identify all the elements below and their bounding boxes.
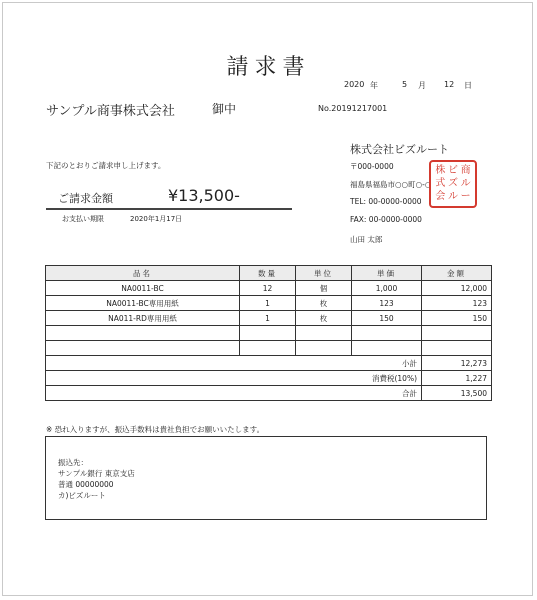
cell-unit-price: 150 (352, 311, 422, 326)
bank-info-box (45, 436, 487, 520)
issuer-fax: FAX: 00-0000-0000 (350, 215, 422, 224)
client-honorific: 御中 (212, 102, 237, 116)
seal-char: 式 (435, 177, 446, 189)
line-items-table (45, 265, 492, 401)
header-unit-price: 単価 (352, 266, 422, 281)
issuer-company: 株式会社ビズルート (350, 143, 449, 156)
cell-quantity (240, 341, 296, 356)
seal-char: ー (460, 190, 471, 202)
amount-value: ¥13,500- (168, 186, 240, 205)
cell-quantity: 12 (240, 281, 296, 296)
client-name: サンプル商事株式会社 (46, 104, 175, 119)
due-date-value: 2020年1月17日 (130, 215, 183, 223)
bank-label: 振込先： (58, 458, 88, 467)
cell-item-name (46, 326, 240, 341)
issuer-tel: TEL: 00-0000-0000 (350, 197, 422, 206)
issuer-person: 山田 太郎 (350, 235, 383, 244)
cell-unit-price (352, 326, 422, 341)
total-row (46, 386, 492, 401)
total-label: 合計 (46, 386, 422, 401)
issuer-postal: 〒000-0000 (350, 162, 394, 171)
header-item-name: 品名 (46, 266, 240, 281)
cell-amount: 123 (422, 296, 492, 311)
table-header-row (46, 266, 492, 281)
due-date-label: お支払い期限 (62, 215, 104, 223)
header-quantity: 数量 (240, 266, 296, 281)
cell-quantity: 1 (240, 311, 296, 326)
amount-underline (46, 208, 292, 210)
bank-account: 普通 00000000 (58, 480, 114, 489)
cell-unit-price (352, 341, 422, 356)
cell-unit: 枚 (296, 311, 352, 326)
cell-item-name: NA0011-BC (46, 281, 240, 296)
cell-unit: 個 (296, 281, 352, 296)
seal-char: ビ (447, 165, 458, 177)
company-seal-stamp (429, 160, 477, 208)
document-title: 請求書 (226, 55, 311, 80)
bank-holder: カ)ビズルート (58, 491, 106, 500)
date-month: 5 (402, 80, 408, 89)
date-month-unit: 月 (418, 81, 426, 90)
cell-unit: 枚 (296, 296, 352, 311)
cell-item-name: NA0011-BC専用用紙 (46, 296, 240, 311)
cell-amount: 12,000 (422, 281, 492, 296)
table-row (46, 341, 492, 356)
cell-unit (296, 341, 352, 356)
tax-label: 消費税(10%) (46, 371, 422, 386)
subtotal-label: 小計 (46, 356, 422, 371)
tax-row (46, 371, 492, 386)
cell-amount: 150 (422, 311, 492, 326)
transfer-fee-note: ※ 恐れ入りますが、振込手数料は貴社負担でお願いいたします。 (46, 425, 265, 434)
tax-value: 1,227 (422, 371, 492, 386)
cell-unit-price: 123 (352, 296, 422, 311)
date-day: 12 (444, 80, 455, 89)
intro-text: 下記のとおりご請求申し上げます。 (46, 161, 166, 170)
cell-quantity (240, 326, 296, 341)
date-day-unit: 日 (464, 81, 472, 90)
subtotal-value: 12,273 (422, 356, 492, 371)
seal-char: ル (447, 190, 458, 202)
seal-char: 商 (460, 165, 471, 177)
table-row (46, 296, 492, 311)
header-amount: 金額 (422, 266, 492, 281)
table-row (46, 326, 492, 341)
cell-amount (422, 326, 492, 341)
total-value: 13,500 (422, 386, 492, 401)
seal-char: 株 (435, 165, 446, 177)
seal-char: ル (460, 177, 471, 189)
issuer-address: 福島県福島市○○町○-○ (350, 180, 432, 189)
cell-item-name (46, 341, 240, 356)
seal-char: ズ (447, 177, 458, 189)
subtotal-row (46, 356, 492, 371)
date-year-unit: 年 (370, 81, 378, 90)
date-year: 2020 (344, 80, 365, 89)
bank-branch: サンプル銀行 東京支店 (58, 469, 135, 478)
cell-unit (296, 326, 352, 341)
header-unit: 単位 (296, 266, 352, 281)
cell-item-name: NA011-RD専用用紙 (46, 311, 240, 326)
amount-label: ご請求金額 (58, 192, 113, 205)
table-row (46, 311, 492, 326)
seal-char: 会 (435, 190, 446, 202)
cell-amount (422, 341, 492, 356)
cell-unit-price: 1,000 (352, 281, 422, 296)
table-row (46, 281, 492, 296)
invoice-number: No.20191217001 (318, 104, 388, 113)
cell-quantity: 1 (240, 296, 296, 311)
